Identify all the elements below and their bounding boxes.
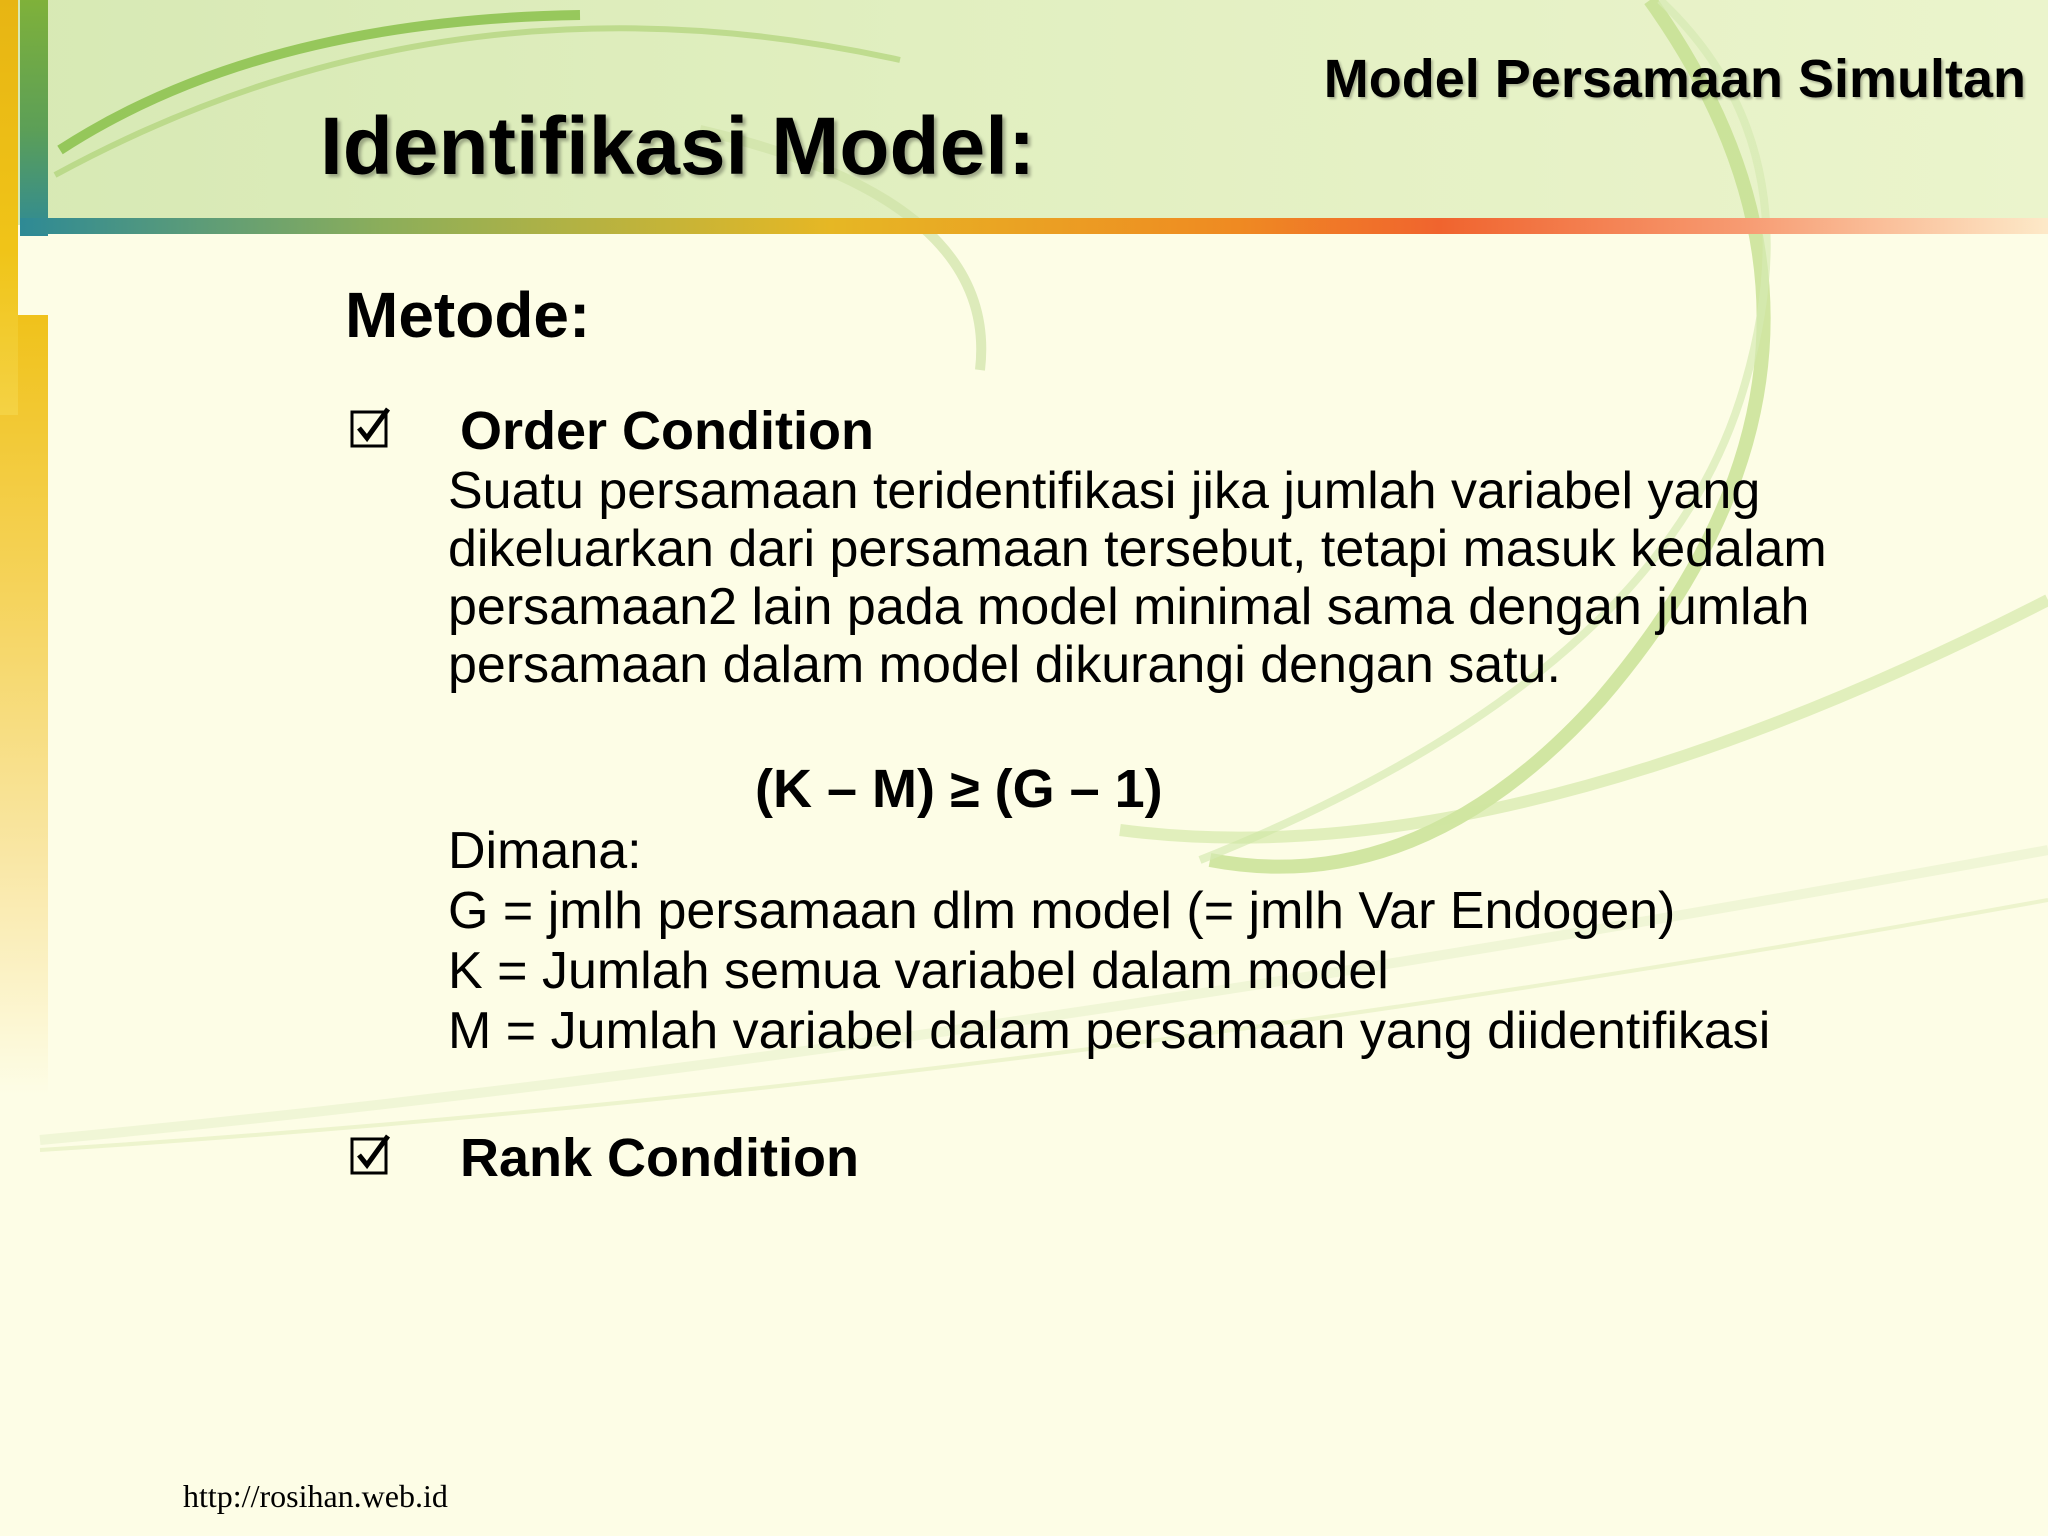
definition-m: M = Jumlah variabel dalam persamaan yang diidentifikasi [448, 1002, 1771, 1060]
swoosh-arc-right-loop [1200, 0, 1767, 860]
definition-heading: Dimana: [448, 822, 642, 880]
definition-k: K = Jumlah semua variabel dalam model [448, 942, 1389, 1000]
slide-subject: Model Persamaan Simultan [1323, 49, 2026, 109]
order-condition-line-4: persamaan dalam model dikurangi dengan satu. [448, 636, 1561, 694]
order-condition-line-1: Suatu persamaan teridentifikasi jika jumlah variabel yang [448, 462, 1761, 520]
definition-g: G = jmlh persamaan dlm model (= jmlh Var Endogen) [448, 882, 1676, 940]
header-accent-rule [20, 218, 2048, 234]
footer-url[interactable]: http://rosihan.web.id [183, 1478, 448, 1514]
order-condition-title: Order Condition [460, 401, 874, 461]
left-accent-teal [20, 0, 48, 236]
left-accent-fade [0, 315, 48, 1095]
checked-box-icon [350, 1133, 392, 1175]
order-condition-line-2: dikeluarkan dari persamaan tersebut, tetapi masuk kedalam [448, 520, 1827, 578]
left-accent-yellow [0, 0, 18, 415]
swoosh-arc-right-big [1210, 0, 1764, 867]
order-condition-formula: (K – M) ≥ (G – 1) [755, 759, 1163, 819]
order-condition-line-3: persamaan2 lain pada model minimal sama dengan jumlah [448, 578, 1810, 636]
method-heading: Metode: [345, 279, 591, 351]
slide-title: Identifikasi Model: [320, 101, 1036, 192]
checked-box-icon [350, 406, 392, 448]
rank-condition-title: Rank Condition [460, 1128, 859, 1188]
